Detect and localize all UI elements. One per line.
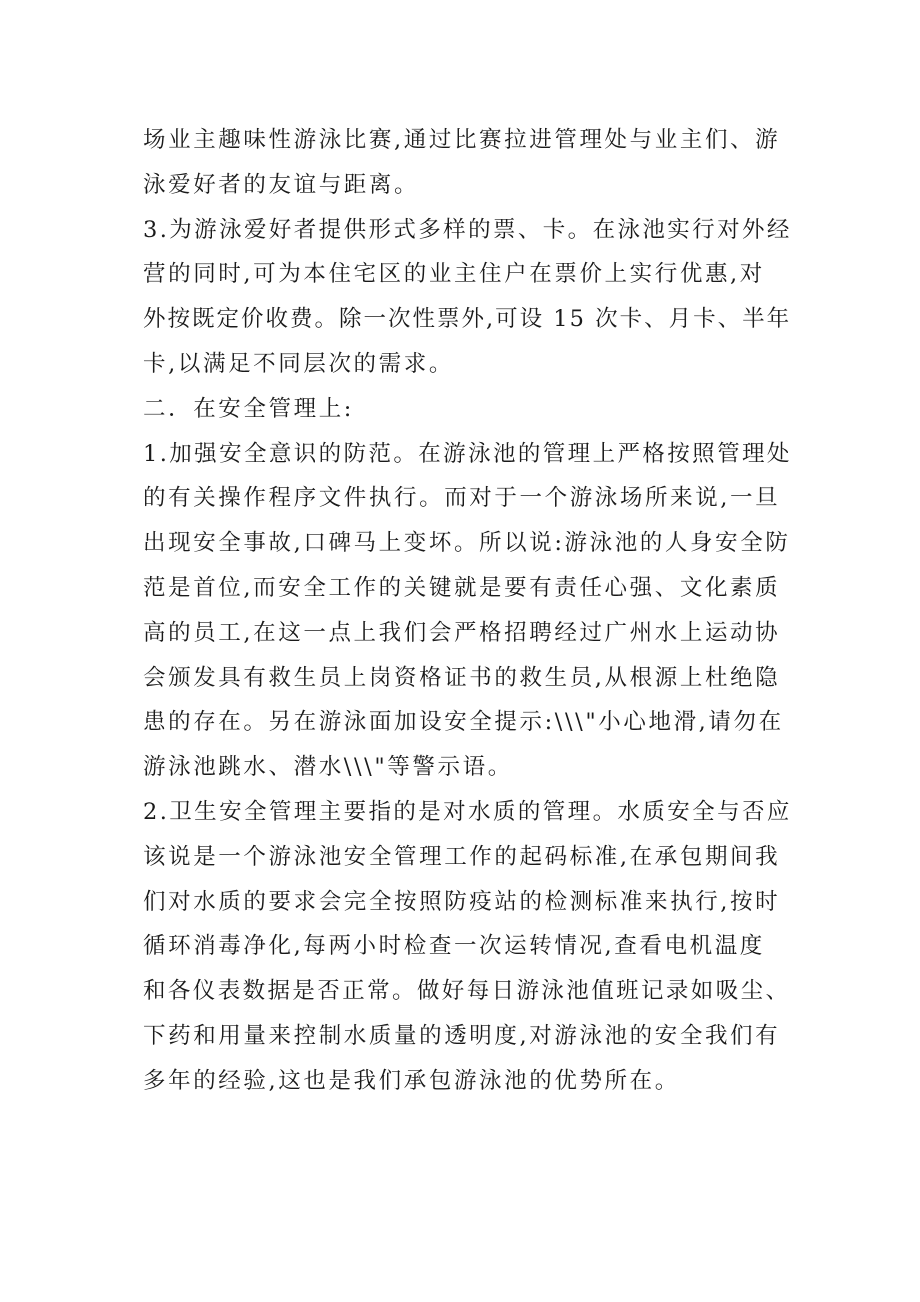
document-body [143,118,793,1104]
text-line: 泳爱好者的友谊与距离。 [143,171,420,198]
text-line: 循环消毒净化,每两小时检查一次运转情况,查看电机温度 [143,933,765,960]
text-line: 2.卫生安全管理主要指的是对水质的管理。水质安全与否应 [143,798,792,825]
text-line: 场业主趣味性游泳比赛,通过比赛拉进管理处与业主们、游 [143,127,781,153]
text-line: 3.为游泳爱好者提供形式多样的票、卡。在泳池实行对外经 [143,216,792,243]
text-line: 外按既定价收费。除一次性票外,可设 15 次卡、月卡、半年 [143,306,792,333]
text-line: 和各仪表数据是否正常。做好每日游泳池值班记录如吸尘、 [143,978,791,1005]
text-line: 游泳池跳水、潜水\\\"等警示语。 [143,754,513,781]
text-line: 1.加强安全意识的防范。在游泳池的管理上严格按照管理处 [143,440,792,467]
text-line: 患的存在。另在游泳面加设安全提示:\\\"小心地滑,请勿在 [143,709,784,736]
text-line: 卡,以满足不同层次的需求。 [143,350,454,377]
text-line: 出现安全事故,口碑马上变坏。所以说:游泳池的人身安全防 [143,530,791,557]
text-line: 会颁发具有救生员上岗资格证书的救生员,从根源上杜绝隐 [143,664,781,691]
text-line: 高的员工,在这一点上我们会严格招聘经过广州水上运动协 [143,619,781,646]
text-line: 多年的经验,这也是我们承包游泳池的优势所在。 [143,1067,680,1094]
text-line: 该说是一个游泳池安全管理工作的起码标准,在承包期间我 [143,843,781,870]
text-line: 营的同时,可为本住宅区的业主住户在票价上实行优惠,对 [143,261,765,288]
text-line: 下药和用量来控制水质量的透明度,对游泳池的安全我们有 [143,1022,781,1049]
text-line: 们对水质的要求会完全按照防疫站的检测标准来执行,按时 [143,888,781,915]
section-heading: 二．在安全管理上: [143,395,354,422]
text-line: 范是首位,而安全工作的关键就是要有责任心强、文化素质 [143,574,781,601]
text-line: 的有关操作程序文件执行。而对于一个游泳场所来说,一旦 [143,485,781,512]
